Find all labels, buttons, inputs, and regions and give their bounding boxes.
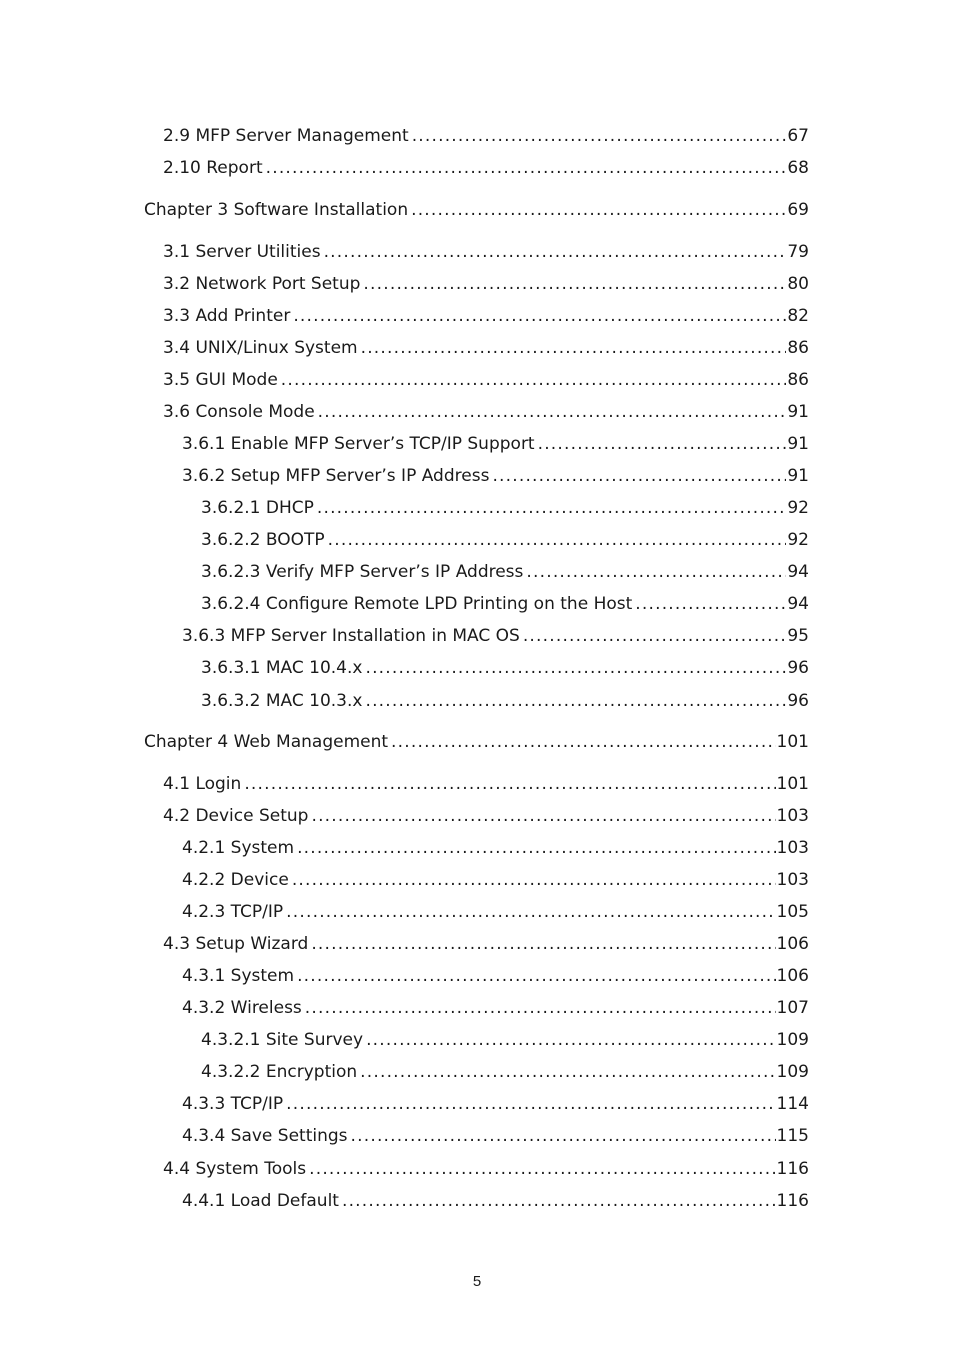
toc-entry-page: 106: [776, 934, 809, 954]
toc-entry-title: 3.6.1 Enable MFP Server’s TCP/IP Support: [182, 434, 535, 454]
toc-entry[interactable]: [201, 1060, 809, 1084]
dot-leader: [286, 1092, 775, 1116]
toc-entry-title: 4.1 Login: [163, 774, 242, 794]
dot-leader: [526, 560, 786, 584]
toc-entry[interactable]: [201, 656, 809, 680]
dot-leader: [317, 496, 786, 520]
dot-leader: [324, 240, 787, 264]
dot-leader: [523, 624, 787, 648]
toc-entry-title: 4.3 Setup Wizard: [163, 934, 309, 954]
toc-entry[interactable]: [201, 560, 809, 584]
toc-entry[interactable]: [201, 689, 809, 713]
toc-entry[interactable]: [182, 1092, 809, 1116]
toc-entry-title: 3.6.2 Setup MFP Server’s IP Address: [182, 466, 490, 486]
toc-entry-page: 69: [787, 200, 809, 220]
toc-entry[interactable]: [182, 996, 809, 1020]
toc-entry-title: 3.6.2.1 DHCP: [201, 498, 314, 518]
toc-entry[interactable]: [163, 368, 809, 392]
toc-entry-title: 4.3.2.2 Encryption: [201, 1062, 358, 1082]
dot-leader: [311, 804, 775, 828]
toc-entry-page: 114: [776, 1094, 809, 1114]
toc-entry-title: 3.6.3.1 MAC 10.4.x: [201, 658, 363, 678]
toc-entry-title: 4.3.4 Save Settings: [182, 1126, 348, 1146]
toc-entry-page: 92: [787, 498, 809, 518]
dot-leader: [538, 432, 787, 456]
toc-entry-page: 103: [776, 806, 809, 826]
toc-entry-page: 94: [787, 562, 809, 582]
dot-leader: [311, 932, 775, 956]
toc-entry-page: 103: [776, 870, 809, 890]
toc-entry[interactable]: [163, 240, 809, 264]
toc-entry-page: 105: [776, 902, 809, 922]
toc-entry-page: 116: [776, 1159, 809, 1179]
toc-entry[interactable]: [201, 592, 809, 616]
toc-entry-page: 116: [776, 1191, 809, 1211]
toc-entry[interactable]: [163, 932, 809, 956]
toc-entry-title: 3.5 GUI Mode: [163, 370, 278, 390]
toc-entry-title: 2.10 Report: [163, 158, 263, 178]
toc-entry[interactable]: [163, 156, 809, 180]
toc-entry-title: 4.3.2 Wireless: [182, 998, 302, 1018]
toc-entry[interactable]: [201, 1028, 809, 1052]
toc-entry-page: 80: [787, 274, 809, 294]
toc-entry-page: 107: [776, 998, 809, 1018]
toc-entry[interactable]: [182, 432, 809, 456]
toc-entry-title: 3.6.2.4 Configure Remote LPD Printing on the Host: [201, 594, 633, 614]
toc-entry-page: 101: [776, 732, 809, 752]
dot-leader: [309, 1157, 775, 1181]
dot-leader: [363, 272, 786, 296]
toc-entry-title: 4.4 System Tools: [163, 1159, 307, 1179]
toc-entry-title: 4.2.1 System: [182, 838, 295, 858]
toc-entry[interactable]: [201, 528, 809, 552]
toc-entry[interactable]: [182, 900, 809, 924]
toc-entry[interactable]: [163, 304, 809, 328]
toc-entry[interactable]: [182, 1189, 809, 1213]
toc-entry-page: 67: [787, 126, 809, 146]
toc-entry-title: 3.2 Network Port Setup: [163, 274, 361, 294]
toc-chapter-entry[interactable]: [144, 730, 809, 754]
toc-entry-title: 3.6.3 MFP Server Installation in MAC OS: [182, 626, 520, 646]
dot-leader: [318, 400, 787, 424]
toc-entry[interactable]: [201, 496, 809, 520]
toc-entry-page: 91: [787, 402, 809, 422]
dot-leader: [297, 836, 775, 860]
toc-entry-title: 4.3.2.1 Site Survey: [201, 1030, 364, 1050]
toc-entry-title: Chapter 4 Web Management: [144, 732, 389, 752]
dot-leader: [266, 156, 787, 180]
dot-leader: [360, 1060, 775, 1084]
toc-entry-page: 86: [787, 370, 809, 390]
toc-entry-title: 4.3.3 TCP/IP: [182, 1094, 284, 1114]
toc-entry[interactable]: [163, 400, 809, 424]
toc-entry-page: 92: [787, 530, 809, 550]
toc-entry[interactable]: [182, 836, 809, 860]
toc-entry-title: 3.4 UNIX/Linux System: [163, 338, 358, 358]
dot-leader: [297, 964, 775, 988]
toc-entry-page: 103: [776, 838, 809, 858]
dot-leader: [365, 656, 786, 680]
toc-entry[interactable]: [163, 272, 809, 296]
toc-entry[interactable]: [163, 336, 809, 360]
toc-entry-page: 106: [776, 966, 809, 986]
toc-entry-page: 109: [776, 1062, 809, 1082]
toc-entry[interactable]: [163, 772, 809, 796]
dot-leader: [244, 772, 775, 796]
toc-entry[interactable]: [182, 868, 809, 892]
toc-entry-page: 91: [787, 434, 809, 454]
dot-leader: [635, 592, 786, 616]
dot-leader: [351, 1124, 776, 1148]
toc-entry-title: 4.3.1 System: [182, 966, 295, 986]
toc-entry-title: Chapter 3 Software Installation: [144, 200, 409, 220]
toc-entry-page: 68: [787, 158, 809, 178]
toc-entry[interactable]: [182, 624, 809, 648]
toc-entry-title: 4.2 Device Setup: [163, 806, 309, 826]
toc-entry-page: 79: [787, 242, 809, 262]
toc-entry-title: 3.6.2.2 BOOTP: [201, 530, 325, 550]
dot-leader: [365, 689, 786, 713]
dot-leader: [366, 1028, 775, 1052]
dot-leader: [361, 336, 787, 360]
toc-entry[interactable]: [182, 964, 809, 988]
toc-entry-title: 4.4.1 Load Default: [182, 1191, 339, 1211]
dot-leader: [305, 996, 776, 1020]
dot-leader: [286, 900, 775, 924]
toc-entry-page: 82: [787, 306, 809, 326]
toc-entry-page: 95: [787, 626, 809, 646]
dot-leader: [412, 124, 787, 148]
dot-leader: [492, 464, 786, 488]
toc-entry-title: 3.1 Server Utilities: [163, 242, 321, 262]
dot-leader: [342, 1189, 776, 1213]
dot-leader: [281, 368, 787, 392]
toc-entry-page: 96: [787, 691, 809, 711]
toc-entry-page: 96: [787, 658, 809, 678]
toc-entry[interactable]: [163, 124, 809, 148]
toc-entry-title: 3.6.3.2 MAC 10.3.x: [201, 691, 363, 711]
toc-entry-title: 4.2.2 Device: [182, 870, 289, 890]
toc-entry[interactable]: [182, 1124, 809, 1148]
toc-entry-page: 101: [776, 774, 809, 794]
dot-leader: [391, 730, 776, 754]
dot-leader: [328, 528, 787, 552]
toc-entry-title: 3.6 Console Mode: [163, 402, 315, 422]
page-number: 5: [472, 1273, 482, 1290]
toc-entry-page: 109: [776, 1030, 809, 1050]
toc-entry-title: 2.9 MFP Server Management: [163, 126, 409, 146]
toc-entry-page: 115: [776, 1126, 809, 1146]
toc-entry-page: 94: [787, 594, 809, 614]
toc-entry[interactable]: [163, 804, 809, 828]
toc-entry[interactable]: [182, 464, 809, 488]
dot-leader: [411, 198, 786, 222]
dot-leader: [293, 304, 786, 328]
dot-leader: [292, 868, 776, 892]
toc-entry-page: 91: [787, 466, 809, 486]
toc-entry-title: 4.2.3 TCP/IP: [182, 902, 284, 922]
toc-entry-page: 86: [787, 338, 809, 358]
toc-chapter-entry[interactable]: [144, 198, 809, 222]
toc-entry-title: 3.3 Add Printer: [163, 306, 291, 326]
toc-entry-title: 3.6.2.3 Verify MFP Server’s IP Address: [201, 562, 524, 582]
toc-entry[interactable]: [163, 1157, 809, 1181]
